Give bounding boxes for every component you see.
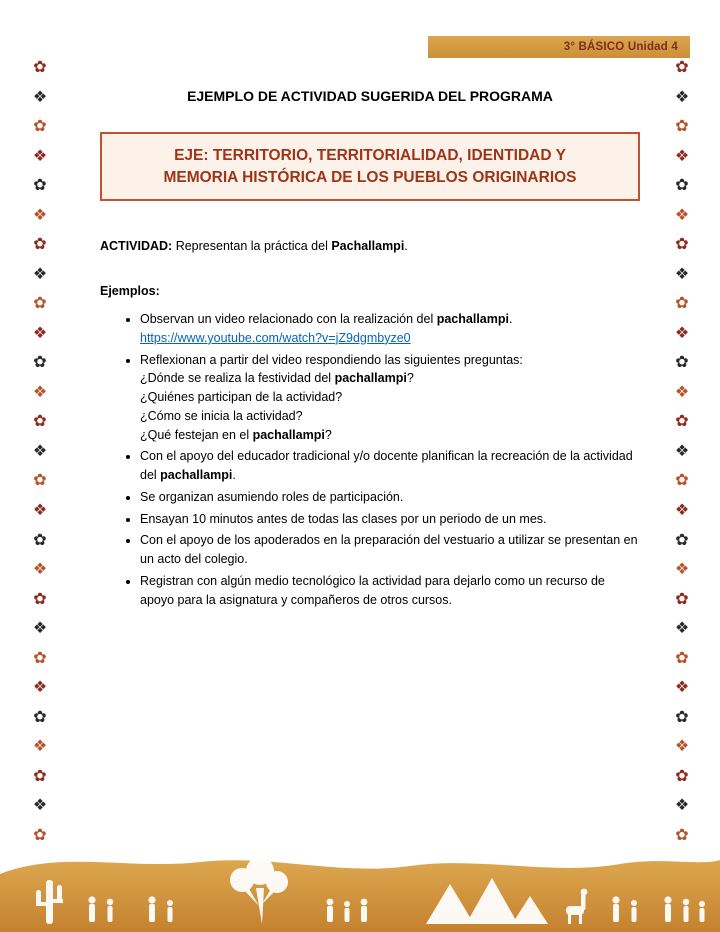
text-segment: pachallampi xyxy=(252,427,325,442)
example-line xyxy=(140,426,640,445)
andean-pattern-motif-icon: ✿ xyxy=(33,236,47,254)
text-segment: ? xyxy=(324,427,332,442)
andean-pattern-motif-icon: ❖ xyxy=(32,797,48,815)
example-line xyxy=(140,531,640,569)
text-segment: Registran con algún medio tecnológico la actividad para dejarlo como un recurso de apoyo para la asignatura y compañeros de otros cursos. xyxy=(140,573,605,607)
andean-pattern-motif-icon: ✿ xyxy=(675,531,689,549)
footer-illustration xyxy=(0,824,720,932)
andean-pattern-motif-icon: ✿ xyxy=(675,649,689,667)
text-segment: ACTIVIDAD: xyxy=(100,239,173,254)
andean-pattern-motif-icon: ❖ xyxy=(32,738,48,756)
text-segment: Representan la práctica del xyxy=(172,239,332,254)
text-segment: . xyxy=(232,468,236,483)
andean-pattern-motif-icon: ✿ xyxy=(675,118,689,136)
example-item xyxy=(140,488,640,507)
example-line xyxy=(140,351,640,370)
example-line xyxy=(140,510,640,529)
andean-pattern-motif-icon: ❖ xyxy=(674,501,690,519)
andean-pattern-motif-icon: ✿ xyxy=(675,767,689,785)
andean-pattern-motif-icon: ❖ xyxy=(32,88,48,106)
example-item xyxy=(140,310,640,348)
andean-pattern-motif-icon: ✿ xyxy=(33,531,47,549)
andean-pattern-motif-icon: ❖ xyxy=(32,147,48,165)
example-line xyxy=(140,407,640,426)
andean-pattern-motif-icon: ❖ xyxy=(674,88,690,106)
text-segment: . xyxy=(508,312,513,327)
andean-pattern-motif-icon: ✿ xyxy=(675,413,689,431)
text-segment: Pachallampi xyxy=(331,239,405,254)
example-line xyxy=(140,388,640,407)
andean-pattern-motif-icon: ❖ xyxy=(674,206,690,224)
andean-pattern-motif-icon: ✿ xyxy=(675,590,689,608)
andean-pattern-motif-icon: ❖ xyxy=(32,561,48,579)
andean-pattern-motif-icon: ✿ xyxy=(675,295,689,313)
andean-pattern-motif-icon: ✿ xyxy=(675,826,689,844)
andean-pattern-motif-icon: ❖ xyxy=(674,620,690,638)
andean-pattern-motif-icon: ✿ xyxy=(33,413,47,431)
eje-heading-box xyxy=(100,132,640,201)
example-item xyxy=(140,447,640,485)
example-item xyxy=(140,531,640,569)
andean-pattern-motif-icon: ✿ xyxy=(33,177,47,195)
andean-pattern-motif-icon: ✿ xyxy=(33,649,47,667)
page-title: EJEMPLO DE ACTIVIDAD SUGERIDA DEL PROGRAMA xyxy=(187,88,553,104)
andean-pattern-motif-icon: ❖ xyxy=(32,265,48,283)
examples-list xyxy=(140,310,640,609)
example-item xyxy=(140,572,640,610)
andean-pattern-motif-icon: ❖ xyxy=(674,324,690,342)
andean-pattern-motif-icon: ❖ xyxy=(32,679,48,697)
andean-pattern-motif-icon: ❖ xyxy=(32,383,48,401)
example-line xyxy=(140,488,640,507)
right-border-pattern xyxy=(664,60,700,844)
andean-pattern-motif-icon: ✿ xyxy=(33,708,47,726)
andean-pattern-motif-icon: ❖ xyxy=(674,738,690,756)
example-line xyxy=(140,447,640,485)
andean-pattern-motif-icon: ❖ xyxy=(674,383,690,401)
andean-pattern-motif-icon: ✿ xyxy=(675,177,689,195)
text-segment: Ensayan 10 minutos antes de todas las clases por un periodo de un mes. xyxy=(140,511,547,526)
text-segment: Con el apoyo de los apoderados en la preparación del vestuario a utilizar se presentan en un acto del colegio. xyxy=(140,533,638,567)
andean-pattern-motif-icon: ✿ xyxy=(675,236,689,254)
text-segment: ¿Qué festejan en el xyxy=(140,427,253,442)
eje-line-2: MEMORIA HISTÓRICA DE LOS PUEBLOS ORIGINARIOS xyxy=(163,168,577,186)
andean-pattern-motif-icon: ❖ xyxy=(32,620,48,638)
text-segment: pachallampi xyxy=(436,312,509,327)
text-segment: pachallampi xyxy=(334,371,407,386)
text-segment: Observan un video relacionado con la realización del xyxy=(140,312,437,327)
text-segment: Reflexionan a partir del video respondiendo las siguientes preguntas: xyxy=(140,352,523,367)
activity-line xyxy=(100,237,640,256)
example-item xyxy=(140,351,640,445)
andean-pattern-motif-icon: ❖ xyxy=(674,561,690,579)
andean-pattern-motif-icon: ✿ xyxy=(33,472,47,490)
eje-line-1: EJE: TERRITORIO, TERRITORIALIDAD, IDENTIDAD Y xyxy=(174,147,566,164)
andean-pattern-motif-icon: ✿ xyxy=(33,59,47,76)
examples-label: Ejemplos: xyxy=(100,284,160,299)
left-border-pattern xyxy=(22,60,58,844)
andean-pattern-motif-icon: ✿ xyxy=(675,708,689,726)
andean-pattern-motif-icon: ✿ xyxy=(675,59,689,76)
andean-pattern-motif-icon: ❖ xyxy=(32,442,48,460)
youtube-link[interactable]: https://www.youtube.com/watch?v=jZ9dgmbyze0 xyxy=(140,330,411,345)
andean-pattern-motif-icon: ❖ xyxy=(674,442,690,460)
andean-pattern-motif-icon: ❖ xyxy=(32,324,48,342)
andean-pattern-motif-icon: ❖ xyxy=(674,797,690,815)
andean-pattern-motif-icon: ❖ xyxy=(674,147,690,165)
andean-pattern-motif-icon: ✿ xyxy=(33,354,47,372)
text-segment: . xyxy=(404,239,408,254)
text-segment: ¿Quiénes participan de la actividad? xyxy=(140,390,343,405)
text-segment: ¿Cómo se inicia la actividad? xyxy=(140,408,303,423)
example-item xyxy=(140,510,640,529)
text-segment: Con el apoyo del educador tradicional y/o docente planifican la recreación de la actividad del xyxy=(140,449,633,483)
andean-pattern-motif-icon: ❖ xyxy=(674,265,690,283)
andean-pattern-motif-icon: ✿ xyxy=(675,472,689,490)
text-segment: Se organizan asumiendo roles de participación. xyxy=(140,489,404,504)
example-line xyxy=(140,572,640,610)
text-segment: ? xyxy=(406,371,414,386)
text-segment: ¿Dónde se realiza la festividad del xyxy=(140,371,335,386)
andean-pattern-motif-icon: ✿ xyxy=(675,354,689,372)
andean-pattern-motif-icon: ✿ xyxy=(33,767,47,785)
example-line xyxy=(140,369,640,388)
andean-landscape-art xyxy=(0,824,720,932)
andean-pattern-motif-icon: ❖ xyxy=(674,679,690,697)
andean-pattern-motif-icon: ❖ xyxy=(32,501,48,519)
andean-pattern-motif-icon: ✿ xyxy=(33,118,47,136)
unit-badge: 3° BÁSICO Unidad 4 xyxy=(428,36,690,58)
andean-pattern-motif-icon: ✿ xyxy=(33,826,47,844)
example-line xyxy=(140,329,640,348)
text-segment: pachallampi xyxy=(160,468,233,483)
andean-pattern-motif-icon: ✿ xyxy=(33,295,47,313)
main-content xyxy=(100,88,640,612)
andean-pattern-motif-icon: ❖ xyxy=(32,206,48,224)
example-line xyxy=(140,310,640,329)
andean-pattern-motif-icon: ✿ xyxy=(33,590,47,608)
